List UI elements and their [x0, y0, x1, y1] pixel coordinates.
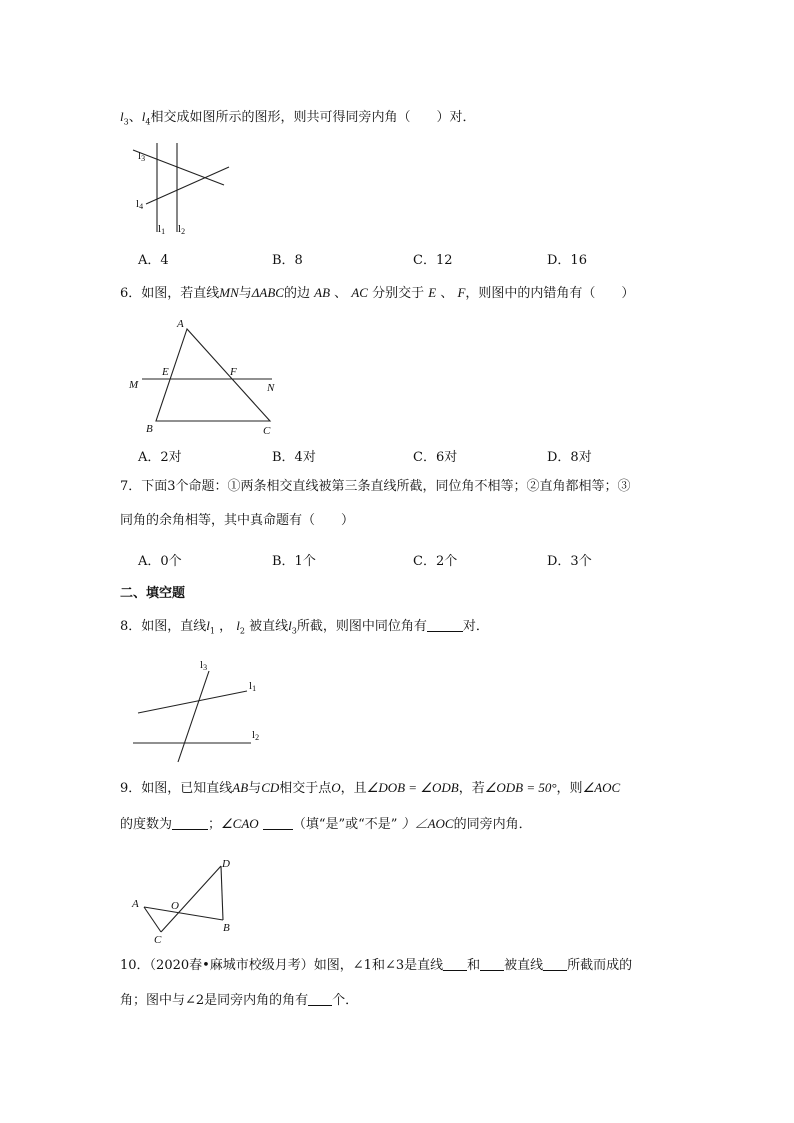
q9-label-c: C [154, 934, 162, 946]
q8-by: 被直线 [249, 619, 289, 634]
q9-aoc: ∠AOC [582, 780, 621, 795]
q8-line-l1 [138, 691, 247, 713]
q8-text: 8．如图，直线 [120, 619, 207, 634]
q9-segment-ac [144, 907, 161, 932]
q9-aoc2: ）∠AOC [401, 816, 454, 831]
q6-e: E [428, 285, 437, 300]
q5-l4-symbol: l [141, 109, 146, 124]
q6-text3: 分别交于 [372, 286, 425, 301]
q9-segment-dc [161, 866, 221, 932]
q10-line1 [120, 957, 632, 975]
q6-option-d[interactable]: D．8对 [547, 450, 592, 465]
q6-option-b[interactable]: B．4对 [272, 450, 316, 465]
q8-l2-sub: 2 [239, 626, 245, 636]
q7-line1: 7．下面3个命题：①两条相交直线被第三条直线所截，同位角不相等；②直角都相等；③ [120, 479, 631, 494]
q8-line-l3 [178, 671, 209, 762]
q10-line1d: 所截而成的 [567, 958, 633, 973]
q5-l4-sub: 4 [145, 117, 151, 127]
q5-option-a[interactable]: A．4 [138, 253, 169, 268]
q9-with: 与 [248, 781, 262, 796]
q5-l3-symbol: l [120, 109, 124, 124]
q6-label-a: A [177, 318, 184, 330]
q9-answer-blank-1[interactable] [172, 816, 208, 830]
q6-label-n: N [267, 382, 275, 394]
q6-text: 6．如图，若直线 [120, 286, 220, 301]
q5-stem [120, 108, 475, 132]
q8-text3: 对． [462, 619, 489, 634]
section-heading-fill-in: 二、填空题 [120, 586, 186, 601]
q8-l1: l [206, 618, 210, 633]
q6-label-f: F [230, 366, 237, 378]
q9-line2c: （填“是”或“不是” [292, 817, 398, 832]
q10-line1a: 10．（2020春•麻城市校级月考）如图，∠1和∠3是直线 [120, 958, 444, 973]
q9-label-d: D [222, 858, 230, 870]
q6-sep: 、 [334, 286, 348, 301]
q6-option-c[interactable]: C．6对 [413, 450, 458, 465]
q9-segment-ab [144, 907, 223, 920]
q6-label-m: M [129, 379, 139, 391]
q5-sep: 、 [128, 110, 142, 125]
q5-option-c[interactable]: C．12 [413, 253, 453, 268]
q9-label-o: O [171, 900, 179, 912]
q8-l3-sub: 3 [291, 626, 297, 636]
q9-eq1: ∠DOB = ∠ODB [366, 780, 459, 795]
q9-line2d: 的同旁内角． [453, 817, 532, 832]
q6-text2: 的边 [283, 286, 310, 301]
q5-line-l4 [146, 167, 229, 204]
q8-label-l1: l1 [249, 680, 257, 693]
q5-line-l3 [133, 150, 224, 185]
q6-ac: AC [351, 285, 368, 300]
q9-text4: ，若 [458, 781, 485, 796]
q9-line1 [120, 779, 620, 798]
q7-option-c[interactable]: C．2个 [413, 554, 458, 569]
q9-text3: ，且 [340, 781, 367, 796]
q8-l3: l [288, 618, 292, 633]
q6-figure [126, 314, 286, 439]
q6-option-a[interactable]: A．2对 [138, 450, 182, 465]
q9-text5: ，则 [556, 781, 583, 796]
q6-triangle: ΔABC [251, 285, 284, 300]
q7-option-a[interactable]: A．0个 [138, 554, 182, 569]
q6-with: 与 [238, 286, 252, 301]
q9-ab: AB [232, 780, 249, 795]
q9-line2 [120, 815, 532, 834]
q9-label-b: B [223, 922, 230, 934]
q6-f: F [457, 285, 466, 300]
q7-line2: 同角的余角相等，其中真命题有（ ） [120, 513, 355, 528]
q6-options [138, 446, 618, 464]
q6-label-e: E [162, 366, 169, 378]
q5-label-l4: l4 [136, 198, 144, 211]
q9-o: O [331, 780, 341, 795]
q9-figure [128, 852, 238, 947]
q6-stem: 6．如图，若直线MN与ΔABC的边 AB 、 AC 分别交于 E 、 F，则图中的内错角有（ ） [120, 285, 635, 301]
q10-answer-blank-2[interactable] [480, 957, 504, 971]
q10-line2b: 个． [332, 993, 359, 1008]
q6-mn: MN [219, 285, 239, 300]
q10-answer-blank-3[interactable] [543, 957, 567, 971]
q10-line2 [120, 992, 358, 1010]
q5-options [138, 249, 618, 267]
q8-stem: 8．如图，直线$l_1$ ， $l_2$ 被直线$l_3$所截，则图中同位角有 对． [120, 618, 489, 636]
q7-option-d[interactable]: D．3个 [547, 554, 592, 569]
q8-text2: 所截，则图中同位角有 [296, 619, 427, 634]
q5-l3-sub: 3 [123, 117, 129, 127]
q10-line2a: 角；图中与∠2是同旁内角的角有 [120, 993, 309, 1008]
q10-answer-blank-4[interactable] [308, 992, 332, 1006]
q6-triangle-abc [156, 329, 270, 421]
q8-l1-sub: 1 [209, 626, 215, 636]
q8-l2: l [236, 618, 240, 633]
q9-answer-blank-2[interactable] [263, 816, 293, 830]
q8-answer-blank[interactable] [427, 618, 463, 632]
q8-figure [130, 656, 270, 766]
q9-text2: 相交于点 [279, 781, 332, 796]
q9-line2b: ； [208, 817, 222, 832]
q8-label-l2: l2 [252, 729, 260, 742]
q10-line1c: 被直线 [504, 958, 544, 973]
q5-option-b[interactable]: B．8 [272, 253, 303, 268]
q9-cao: ∠CAO [221, 816, 259, 831]
q6-label-c: C [263, 425, 271, 437]
q9-line2a: 的度数为 [120, 817, 173, 832]
q6-label-b: B [146, 423, 153, 435]
q10-answer-blank-1[interactable] [443, 957, 467, 971]
q10-line1b: 和 [467, 958, 481, 973]
q5-label-l1: l1 [158, 223, 166, 236]
q7-options [138, 550, 618, 568]
q8-label-l3: l3 [200, 659, 208, 672]
q5-stem-text: 相交成如图所示的图形，则共可得同旁内角（ ）对． [150, 110, 476, 125]
q9-eq2: ∠ODB = 50° [484, 780, 557, 795]
q9-label-a: A [132, 898, 139, 910]
q9-text: 9．如图，已知直线 [120, 781, 233, 796]
q9-segment-db [221, 866, 223, 920]
q5-figure [126, 140, 236, 240]
q5-option-d[interactable]: D．16 [547, 253, 587, 268]
q5-label-l2: l2 [178, 223, 186, 236]
q6-ab: AB [314, 285, 331, 300]
q6-text4: ，则图中的内错角有（ ） [465, 286, 635, 301]
q7-option-b[interactable]: B．1个 [272, 554, 316, 569]
q5-label-l3: l3 [138, 150, 146, 163]
q9-cd: CD [261, 780, 280, 795]
